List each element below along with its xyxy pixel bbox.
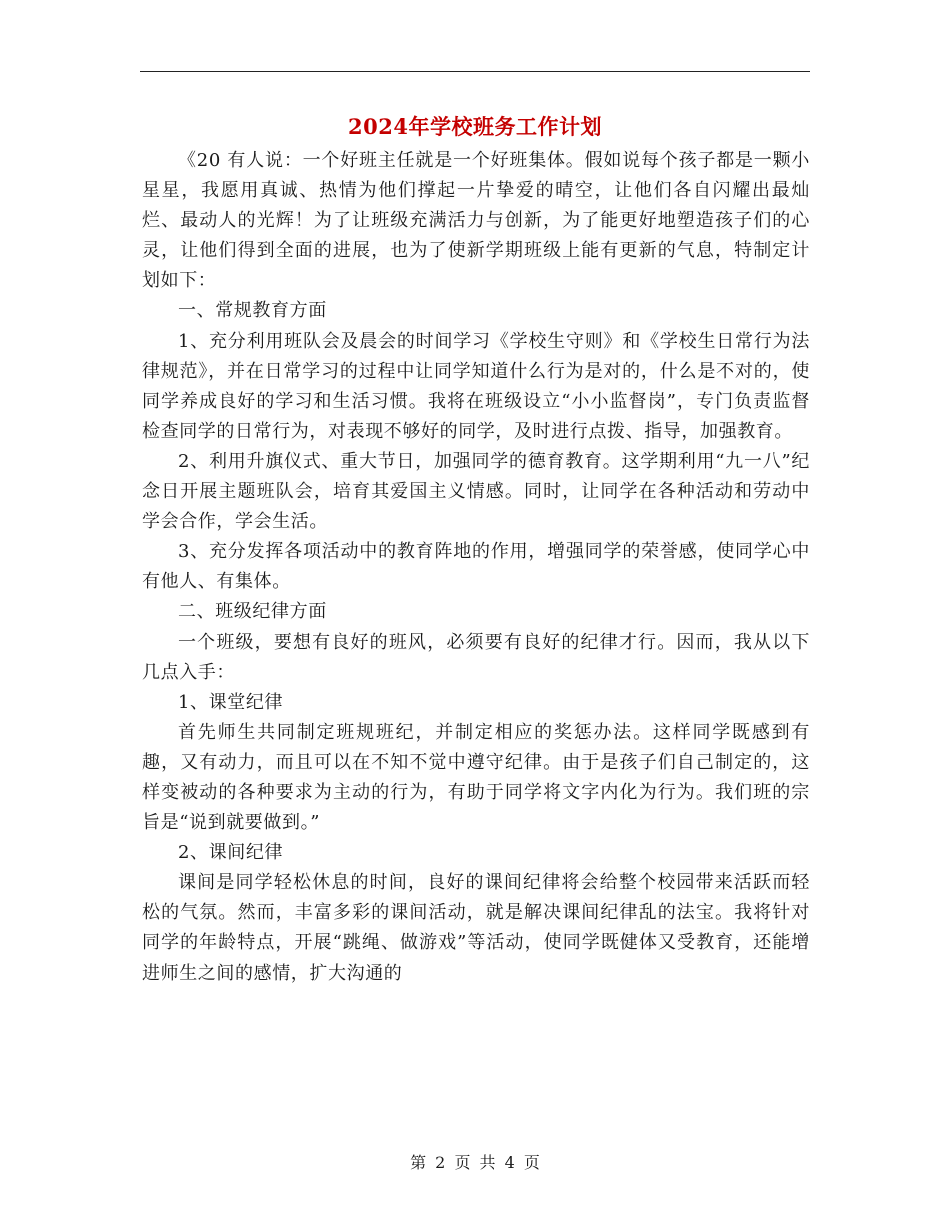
paragraph-routine-2: 2、利用升旗仪式、重大节日，加强同学的德育教育。这学期利用“九一八”纪念日开展主题班队会，培育其爱国主义情感。同时，让同学在各种活动和劳动中学会合作，学会生活。 <box>142 450 810 533</box>
paragraph-routine-1: 1、充分利用班队会及晨会的时间学习《学校生守则》和《学校生日常行为法律规范》，并在日常学习的过程中让同学知道什么行为是对的，什么是不对的，使同学养成良好的学习和生活习惯。我将在班级设立“小小监督岗”，专门负责监督检查同学的日常行为，对表现不够好的同学，及时进行点拨、指导，加强教育。 <box>142 330 810 442</box>
header-rule <box>140 71 810 72</box>
heading-class-discipline: 二、班级纪律方面 <box>178 601 327 623</box>
paragraph-classroom-discipline: 首先师生共同制定班规班纪，并制定相应的奖惩办法。这样同学既感到有趣，又有动力，而且可以在不知不觉中遵守纪律。由于是孩子们自己制定的，这样变被动的各种要求为主动的行为，有助于同学将文字内化为行为。我们班的宗旨是“说到就要做到。” <box>142 721 810 834</box>
paragraph-discipline-intro: 一个班级，要想有良好的班风，必须要有良好的纪律才行。因而，我从以下几点入手： <box>142 631 810 683</box>
paragraph-break-discipline: 课间是同学轻松休息的时间，良好的课间纪律将会给整个校园带来活跃而轻松的气氛。然而，丰富多彩的课间活动，就是解决课间纪律乱的法宝。我将针对同学的年龄特点，开展“跳绳、做游戏”等活动，使同学既健体又受教育，还能增进师生之间的感情，扩大沟通的 <box>142 872 810 984</box>
document-title: 2024年学校班务工作计划 <box>348 114 602 139</box>
page-number: 第 2 页 共 4 页 <box>410 1153 540 1172</box>
heading-routine-education: 一、常规教育方面 <box>178 300 327 322</box>
subheading-classroom-discipline: 1、课堂纪律 <box>178 691 284 713</box>
subheading-break-discipline: 2、课间纪律 <box>178 842 284 864</box>
document-body <box>142 146 810 989</box>
paragraph-routine-3: 3、充分发挥各项活动中的教育阵地的作用，增强同学的荣誉感，使同学心中有他人、有集体。 <box>142 541 810 593</box>
paragraph-intro: 《20 有人说：一个好班主任就是一个好班集体。假如说每个孩子都是一颗小星星，我愿用真诚、热情为他们撑起一片挚爱的晴空，让他们各自闪耀出最灿烂、最动人的光辉！为了让班级充满活力与创新，为了能更好地塑造孩子们的心灵，让他们得到全面的进展，也为了使新学期班级上能有更新的气息，特制定计划如下： <box>142 150 810 292</box>
